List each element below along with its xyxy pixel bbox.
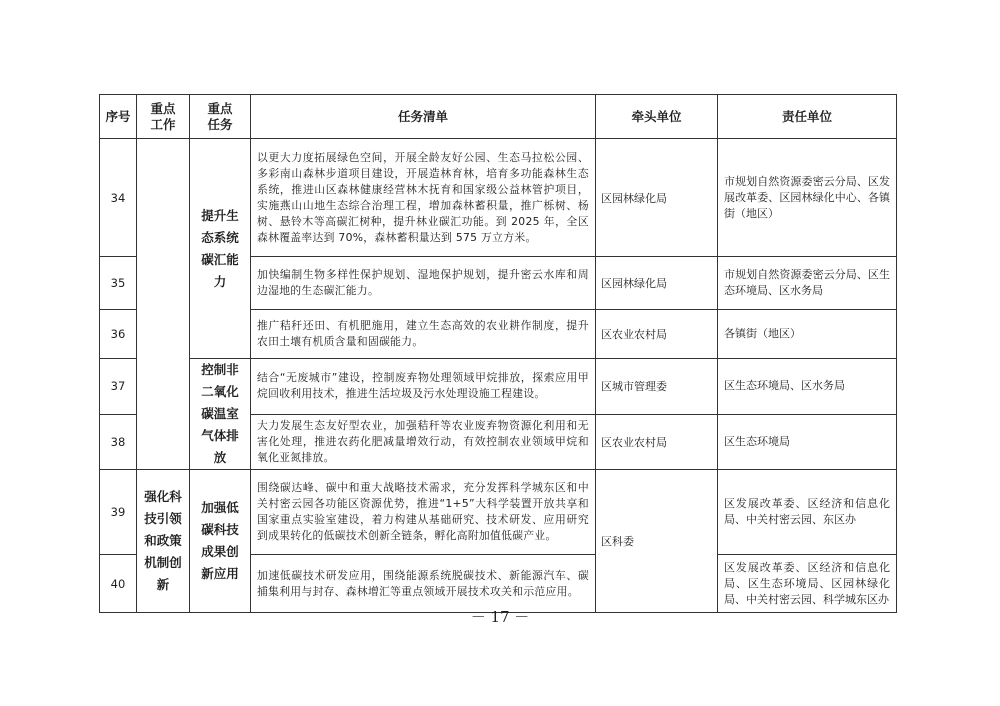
task-table — [99, 94, 897, 613]
header-key-task: 重点 任务 — [190, 95, 251, 139]
key-task-non-co2: 控制非 二氧化 碳温室 气体排 放 — [190, 359, 251, 470]
row-seq: 37 — [100, 359, 137, 415]
task-detail: 大力发展生态友好型农业，加强秸秆等农业废弃物资源化利用和无害化处理，推进农药化肥减量增效行动，有效控制农业领域甲烷和氧化亚氮排放。 — [251, 414, 596, 470]
table-row — [100, 470, 897, 555]
row-seq: 36 — [100, 310, 137, 359]
key-work-cell — [137, 139, 190, 470]
key-task-carbon-sink: 提升生 态系统 碳汇能 力 — [190, 139, 251, 359]
key-task-low-carbon-tech: 加强低 碳科技 成果创 新应用 — [190, 470, 251, 613]
row-seq: 35 — [100, 257, 137, 310]
header-task-list: 任务清单 — [251, 95, 596, 139]
lead-unit: 区园林绿化局 — [596, 257, 718, 310]
header-resp-unit: 责任单位 — [718, 95, 897, 139]
resp-unit: 区发展改革委、区经济和信息化局、区生态环境局、区园林绿化局、中关村密云园、科学城东区办 — [718, 555, 897, 613]
header-lead-unit: 牵头单位 — [596, 95, 718, 139]
resp-unit: 区发展改革委、区经济和信息化局、中关村密云园、东区办 — [718, 470, 897, 555]
key-work-tech-innovation: 强化科 技引领 和政策 机制创 新 — [137, 470, 190, 613]
table-row — [100, 359, 897, 415]
header-seq: 序号 — [100, 95, 137, 139]
header-key-work: 重点 工作 — [137, 95, 190, 139]
task-detail: 以更大力度拓展绿色空间，开展全龄友好公园、生态马拉松公园、多彩南山森林步道项目建设，开展造林育林，培育多功能森林生态系统，推进山区森林健康经营林木抚育和国家级公益林管护项目，实施燕山山地生态综合治理工程，增加森林蓄积量，推广栎树、杨树、悬铃木等高碳汇树种，提升林业碳汇功能。到 2025 年，全区森林覆盖率达到 70%，森林蓄积量达到 575 万立方米。 — [251, 139, 596, 257]
task-detail: 推广秸秆还田、有机肥施用，建立生态高效的农业耕作制度，提升农田土壤有机质含量和固碳能力。 — [251, 310, 596, 359]
resp-unit: 区生态环境局 — [718, 414, 897, 470]
row-seq: 38 — [100, 414, 137, 470]
resp-unit: 各镇街（地区） — [718, 310, 897, 359]
task-detail: 围绕碳达峰、碳中和重大战略技术需求，充分发挥科学城东区和中关村密云园各功能区资源优势，推进“1+5”大科学装置开放共享和国家重点实验室建设，着力构建从基础研究、技术研发、应用研究到成果转化的低碳技术创新全链条，孵化高附加值低碳产业。 — [251, 470, 596, 555]
resp-unit: 市规划自然资源委密云分局、区生态环境局、区水务局 — [718, 257, 897, 310]
task-detail: 结合“无废城市”建设，控制废弃物处理领域甲烷排放，探索应用甲烷回收利用技术，推进生活垃圾及污水处理设施工程建设。 — [251, 359, 596, 415]
lead-unit: 区农业农村局 — [596, 414, 718, 470]
lead-unit: 区科委 — [596, 470, 718, 613]
lead-unit: 区农业农村局 — [596, 310, 718, 359]
row-seq: 39 — [100, 470, 137, 555]
resp-unit: 区生态环境局、区水务局 — [718, 359, 897, 415]
page-number: － 17 － — [470, 608, 530, 626]
task-detail: 加快编制生物多样性保护规划、湿地保护规划，提升密云水库和周边湿地的生态碳汇能力。 — [251, 257, 596, 310]
task-detail: 加速低碳技术研发应用，围绕能源系统脱碳技术、新能源汽车、碳捕集利用与封存、森林增汇等重点领域开展技术攻关和示范应用。 — [251, 555, 596, 613]
table-row — [100, 139, 897, 257]
table-header-row — [100, 95, 897, 139]
row-seq: 40 — [100, 555, 137, 613]
lead-unit: 区城市管理委 — [596, 359, 718, 415]
lead-unit: 区园林绿化局 — [596, 139, 718, 257]
row-seq: 34 — [100, 139, 137, 257]
resp-unit: 市规划自然资源委密云分局、区发展改革委、区园林绿化中心、各镇街（地区） — [718, 139, 897, 257]
